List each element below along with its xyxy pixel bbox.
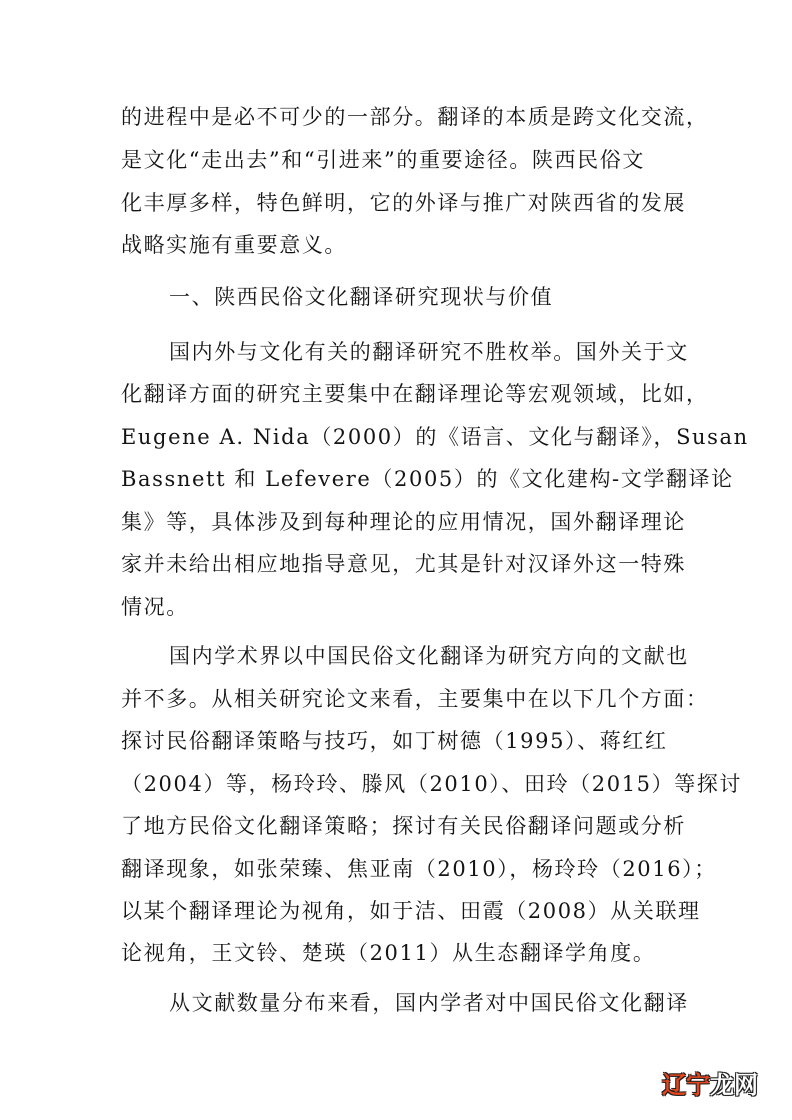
paragraph-2-line-6: 家并未给出相应地指导意见，尤其是针对汉译外这一特殊	[121, 552, 686, 576]
paragraph-2-line-4: Bassnett 和 Lefevere（2005）的《文化建构-文学翻译论	[121, 467, 734, 491]
paragraph-1-line-2: 是文化“走出去”和“引进来”的重要途径。陕西民俗文	[121, 148, 645, 172]
paragraph-3-line-8: 论视角，王文铃、楚瑛（2011）从生态翻译学角度。	[121, 941, 656, 965]
section-heading: 一、陕西民俗文化翻译研究现状与价值	[169, 285, 554, 309]
paragraph-2-line-1: 国内外与文化有关的翻译研究不胜枚举。国外关于文	[169, 340, 689, 364]
watermark-text-white: 龙网	[710, 1071, 758, 1099]
paragraph-2-line-2: 化翻译方面的研究主要集中在翻译理论等宏观领域，比如，	[121, 382, 709, 406]
paragraph-1-line-3: 化丰厚多样，特色鲜明，它的外译与推广对陕西省的发展	[121, 191, 686, 215]
paragraph-4-line-1: 从文献数量分布来看，国内学者对中国民俗文化翻译	[169, 991, 689, 1015]
paragraph-3-line-1: 国内学术界以中国民俗文化翻译为研究方向的文献也	[169, 644, 689, 668]
paragraph-1-line-4: 战略实施有重要意义。	[121, 233, 347, 257]
paragraph-3-line-3: 探讨民俗翻译策略与技巧，如丁树德（1995）、蒋红红	[121, 729, 668, 753]
paragraph-1-line-1: 的进程中是必不可少的一部分。翻译的本质是跨文化交流，	[121, 105, 709, 129]
watermark-logo	[662, 1070, 758, 1100]
paragraph-2-line-3: Eugene A. Nida（2000）的《语言、文化与翻译》，Susan	[121, 425, 749, 449]
paragraph-3-line-6: 翻译现象，如张荣臻、焦亚南（2010），杨玲玲（2016）；	[121, 857, 717, 881]
watermark-text-red: 辽宁	[662, 1071, 710, 1099]
paragraph-2-line-5: 集》等，具体涉及到每种理论的应用情况，国外翻译理论	[121, 510, 686, 534]
paragraph-3-line-4: （2004）等，杨玲玲、滕风（2010）、田玲（2015）等探讨	[121, 772, 743, 796]
paragraph-3-line-5: 了地方民俗文化翻译策略；探讨有关民俗翻译问题或分析	[121, 814, 686, 838]
paragraph-3-line-2: 并不多。从相关研究论文来看，主要集中在以下几个方面：	[121, 687, 709, 711]
paragraph-3-line-7: 以某个翻译理论为视角，如于洁、田霞（2008）从关联理	[121, 899, 701, 923]
paragraph-2-line-7: 情况。	[121, 595, 189, 619]
